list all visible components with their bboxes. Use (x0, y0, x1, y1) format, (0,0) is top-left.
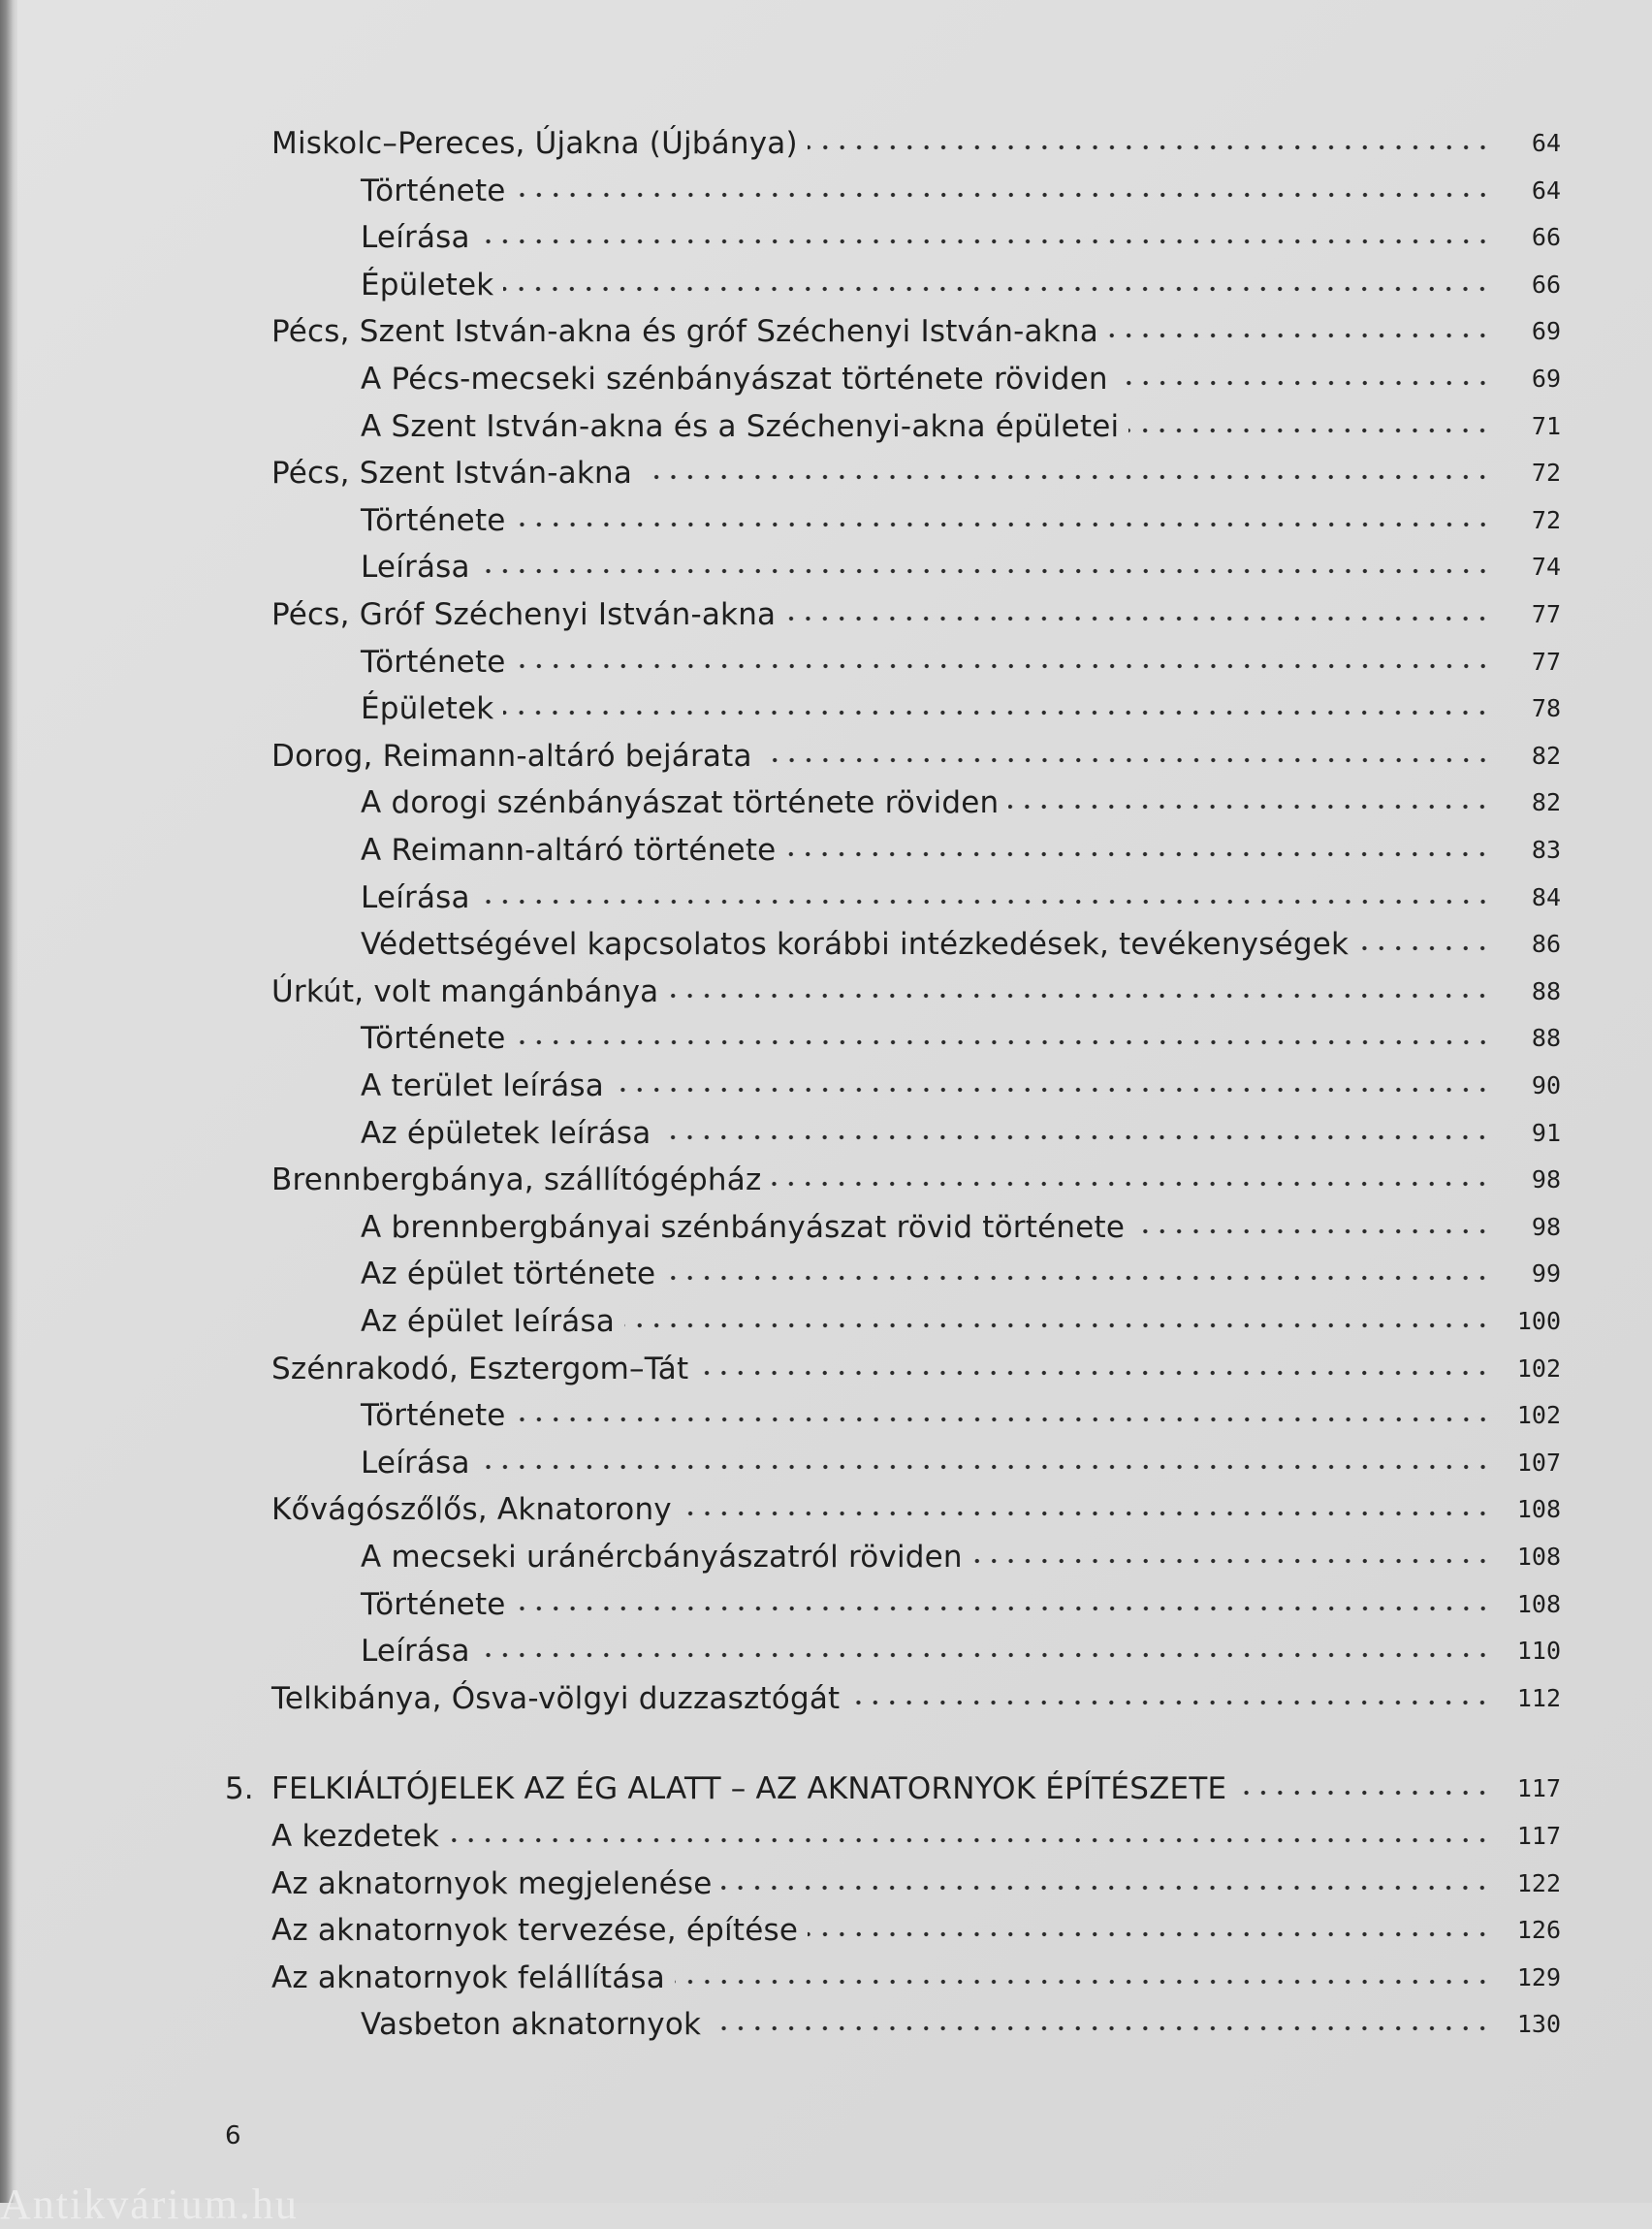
toc-entry-title: Pécs, Szent István-akna és gróf Széchenyi István-akna (271, 314, 1098, 350)
toc-entry-title: Dorog, Reimann-altáró bejárata (271, 738, 752, 774)
toc-entry-page: 69 (1531, 365, 1561, 393)
dot-leader (682, 1511, 1491, 1516)
toc-subentry (361, 540, 1561, 587)
toc-entry (271, 1809, 1561, 1856)
dot-leader (785, 851, 1491, 857)
dot-leader (503, 286, 1491, 292)
toc-entry-title: Telkibánya, Ósva-völgyi duzzasztógát (271, 1680, 841, 1716)
toc-subentry (361, 871, 1561, 917)
toc-entry-title: A kezdetek (271, 1819, 440, 1854)
toc-entry (271, 965, 1561, 1011)
dot-leader (503, 710, 1491, 716)
toc-entry-title: Története (361, 1398, 506, 1434)
toc-entry-title: A terület leírása (361, 1068, 604, 1103)
toc-subentry (361, 1577, 1561, 1624)
toc-entry-title: Épületek (361, 691, 494, 727)
toc-subentry (361, 494, 1561, 540)
toc-entry (271, 729, 1561, 776)
dot-leader (516, 522, 1491, 527)
dot-leader (449, 1837, 1491, 1843)
toc-subentry (361, 1997, 1561, 2044)
toc-entry-page: 117 (1516, 1822, 1561, 1850)
dot-leader (516, 192, 1491, 198)
toc-entry-title: A Pécs-mecseki szénbányászat története röviden (361, 362, 1108, 397)
toc-entry (271, 1857, 1561, 1903)
dot-leader (480, 899, 1491, 905)
dot-leader (808, 1931, 1491, 1937)
dot-leader (1134, 1228, 1491, 1234)
toc-entry-title: Kővágószőlős, Aknatorony (271, 1492, 672, 1528)
toc-entry-title: Vasbeton aknatornyok (361, 2007, 702, 2043)
dot-leader (675, 1979, 1491, 1985)
toc-entry-page: 72 (1531, 505, 1561, 534)
toc-subentry (361, 1436, 1561, 1482)
dot-leader (972, 1558, 1491, 1564)
toc-entry-page: 64 (1531, 129, 1561, 157)
toc-entry (271, 304, 1561, 351)
toc-entry-page: 129 (1516, 1962, 1561, 1991)
toc-entry-page: 78 (1531, 694, 1561, 723)
toc-entry-page: 64 (1531, 175, 1561, 205)
toc-subentry (361, 1624, 1561, 1671)
toc-entry-title: Az aknatornyok tervezése, építése (271, 1913, 799, 1949)
toc-entry-page: 108 (1516, 1543, 1561, 1571)
toc-entry-title: Az aknatornyok megjelenése (271, 1865, 713, 1901)
toc-entry-page: 117 (1516, 1774, 1561, 1803)
dot-leader (480, 1652, 1491, 1658)
toc-entry-title: Története (361, 1021, 506, 1057)
toc-entry-page: 74 (1531, 553, 1561, 582)
toc-entry-page: 112 (1516, 1683, 1561, 1712)
toc-entry-title: Az épület története (361, 1257, 656, 1292)
toc-entry-page: 102 (1516, 1401, 1561, 1430)
toc-subentry (361, 164, 1561, 210)
toc-entry (271, 1342, 1561, 1388)
dot-leader (516, 1417, 1491, 1422)
toc-entry-page: 71 (1531, 411, 1561, 440)
toc-entry-title: Leírása (361, 1634, 470, 1670)
toc-subentry (361, 352, 1561, 398)
toc-entry-page: 69 (1531, 317, 1561, 346)
dot-leader (516, 1606, 1491, 1611)
dot-leader (721, 1885, 1491, 1891)
dot-leader (771, 1181, 1491, 1187)
toc-entry-title: Leírása (361, 550, 470, 586)
dot-leader (1358, 945, 1491, 951)
toc-subentry (361, 1011, 1561, 1058)
dot-leader (480, 1464, 1491, 1470)
toc-entry-title: Miskolc–Pereces, Újakna (Újbánya) (271, 126, 798, 161)
toc-entry (271, 1672, 1561, 1718)
dot-leader (1008, 804, 1491, 810)
toc-entry-page: 110 (1516, 1637, 1561, 1666)
toc-entry-page: 82 (1531, 741, 1561, 770)
toc-entry-page: 90 (1531, 1071, 1561, 1099)
toc-entry-title: Az aknatornyok felállítása (271, 1959, 665, 1995)
toc-entry-title: Története (361, 502, 506, 538)
toc-entry-page: 66 (1531, 223, 1561, 252)
toc-subentry (361, 917, 1561, 964)
toc-entry (271, 1482, 1561, 1529)
dot-leader (614, 1087, 1491, 1093)
toc-entry-page: 98 (1531, 1165, 1561, 1194)
toc-subentry (361, 1530, 1561, 1576)
toc-entry-title: A Szent István-akna és a Széchenyi-akna épületei (361, 408, 1120, 444)
toc-entry-page: 100 (1516, 1307, 1561, 1335)
toc-subentry (361, 635, 1561, 682)
toc-entry-page: 77 (1531, 647, 1561, 676)
dot-leader (668, 993, 1491, 999)
toc-entry-title: Leírása (361, 1445, 470, 1481)
dot-leader (1118, 380, 1491, 386)
toc-entry-title: A brennbergbányai szénbányászat rövid története (361, 1209, 1126, 1245)
toc-subentry (361, 1294, 1561, 1341)
toc-entry-title: Pécs, Szent István-akna (271, 456, 633, 492)
dot-leader (698, 1370, 1491, 1376)
toc-entry-title: FELKIÁLTÓJELEK AZ ÉG ALATT – AZ AKNATORNYOK ÉPÍTÉSZETE (271, 1771, 1227, 1807)
toc-subentry (361, 1106, 1561, 1153)
toc-subentry (361, 1059, 1561, 1105)
toc-subentry (361, 823, 1561, 870)
dot-leader (624, 1322, 1491, 1328)
toc-subentry (361, 1200, 1561, 1247)
toc-entry-title: A mecseki uránércbányászatról röviden (361, 1540, 963, 1575)
toc-entry-page: 88 (1531, 1024, 1561, 1053)
dot-leader (849, 1700, 1491, 1705)
dot-leader (711, 2025, 1491, 2031)
toc-entry (271, 1951, 1561, 1997)
dot-leader (762, 757, 1491, 763)
dot-leader (785, 616, 1491, 621)
toc-entry-page: 72 (1531, 459, 1561, 488)
toc-entry (271, 1153, 1561, 1199)
toc-subentry (361, 682, 1561, 728)
chapter-number: 5. (225, 1771, 254, 1807)
dot-leader (1236, 1790, 1491, 1796)
toc-entry-title: Szénrakodó, Esztergom–Tát (271, 1351, 689, 1386)
toc-entry-title: Brennbergbánya, szállítógépház (271, 1162, 762, 1198)
toc-entry-title: Története (361, 644, 506, 680)
toc-subentry (361, 210, 1561, 257)
toc-entry-title: Leírása (361, 879, 470, 915)
toc-entry-title: A dorogi szénbányászat története röviden (361, 785, 1000, 821)
toc-subentry (361, 1247, 1561, 1293)
dot-leader (1108, 333, 1491, 338)
toc-subentry (361, 1388, 1561, 1435)
toc-entry-title: A Reimann-altáró története (361, 833, 777, 868)
dot-leader (808, 144, 1491, 150)
dot-leader (480, 568, 1491, 574)
toc-entry-page: 108 (1516, 1495, 1561, 1524)
toc-entry-page: 91 (1531, 1118, 1561, 1147)
toc-entry-title: Története (361, 173, 506, 208)
toc-entry-title: Úrkút, volt mangánbánya (271, 973, 659, 1009)
toc-entry-title: Leírása (361, 220, 470, 256)
toc-entry (271, 116, 1561, 163)
toc-subentry (361, 258, 1561, 304)
toc-entry-title: Története (361, 1586, 506, 1622)
dot-leader (665, 1275, 1491, 1281)
toc-entry-page: 107 (1516, 1448, 1561, 1477)
toc-entry-page: 88 (1531, 976, 1561, 1005)
dot-leader (480, 239, 1491, 244)
toc-entry-page: 84 (1531, 882, 1561, 911)
toc-entry (271, 588, 1561, 634)
dot-leader (516, 1039, 1491, 1045)
toc-entry-title: Épületek (361, 267, 494, 303)
dot-leader (642, 474, 1491, 480)
toc-subentry (361, 399, 1561, 446)
toc-entry-page: 99 (1531, 1259, 1561, 1289)
toc-entry-title: Az épületek leírása (361, 1115, 651, 1151)
toc-entry-page: 102 (1516, 1353, 1561, 1383)
toc-entry-title: Az épület leírása (361, 1304, 616, 1339)
toc-subentry (361, 776, 1561, 822)
toc-entry-page: 83 (1531, 836, 1561, 864)
toc-entry-page: 126 (1516, 1916, 1561, 1945)
toc-entry-page: 122 (1516, 1868, 1561, 1897)
toc-entry-title: Pécs, Gróf Széchenyi István-akna (271, 597, 777, 632)
dot-leader (516, 663, 1491, 669)
toc-entry-page: 77 (1531, 600, 1561, 628)
chapter-heading (225, 1762, 1561, 1808)
toc-entry-page: 130 (1516, 2010, 1561, 2039)
watermark-text: Antikvárium.hu (0, 2181, 299, 2228)
dot-leader (1128, 428, 1491, 433)
dot-leader (660, 1134, 1491, 1140)
toc-entry-page: 98 (1531, 1212, 1561, 1241)
toc-entry-title: Védettségével kapcsolatos korábbi intézkedések, tevékenységek (361, 927, 1350, 963)
toc-entry (271, 446, 1561, 493)
toc-entry-page: 108 (1516, 1589, 1561, 1618)
page-number: 6 (225, 2121, 241, 2150)
toc-entry-page: 86 (1531, 930, 1561, 959)
toc-entry-page: 82 (1531, 788, 1561, 817)
toc-entry-page: 66 (1531, 270, 1561, 299)
toc-entry (271, 1903, 1561, 1950)
